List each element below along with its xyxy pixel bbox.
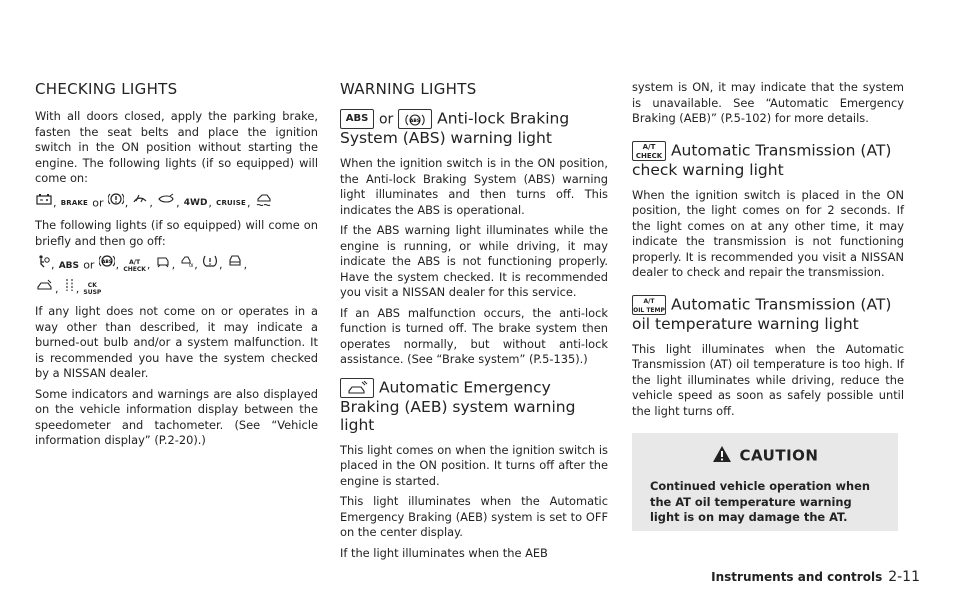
seatbelt-icon bbox=[132, 192, 148, 215]
cruise-indicator: CRUISE bbox=[216, 199, 246, 207]
warning-lights-column bbox=[340, 80, 608, 566]
4wd-indicator: 4WD bbox=[183, 198, 208, 208]
checking-lights-title: CHECKING LIGHTS bbox=[35, 80, 178, 98]
warning-lights-title: WARNING LIGHTS bbox=[340, 80, 477, 98]
at-check-indicator: A/T CHECK bbox=[123, 258, 146, 273]
checking-p1: With all doors closed, apply the parking brake, fasten the seat belts and place the ignition switch in the ON position without starting the engine. The following lights (if so equipped) will come on: bbox=[35, 109, 318, 185]
abs-p3: If an ABS malfunction occurs, the anti-lock function is turned off. The brake system then operates normally, but without anti-lock assistance. (See “Brake system” (P.5-135).) bbox=[340, 305, 608, 366]
aeb-car-icon bbox=[36, 278, 54, 301]
lane-departure-icon bbox=[63, 278, 75, 301]
at-oil-temp-p: This light illuminates when the Automatic Transmission (AT) oil temperature is too high. If the light illuminates while driving, reduce the vehicle speed as soon as safely possible until the light turns off. bbox=[632, 341, 904, 418]
abs-p2: If the ABS warning light illuminates while the engine is running, or while driving, it may indicate the ABS is not functioning properly. Have the system checked. It is recommended you visit a NISSAN dealer for this service. bbox=[340, 223, 608, 299]
abs-heading: ABS or ABS Anti-lock Braking System (ABS) warning light bbox=[340, 109, 570, 147]
vdc-off-icon bbox=[179, 254, 193, 277]
aeb-p2: This light illuminates when the Automatic Emergency Braking (AEB) system is set to OFF on the center display. bbox=[340, 494, 608, 539]
checking-p2: The following lights (if so equipped) will come on briefly and then go off: bbox=[35, 218, 318, 248]
page-number: 2-11 bbox=[888, 569, 920, 585]
caution-box bbox=[632, 433, 898, 531]
at-check-icon: A/T CHECK bbox=[632, 141, 666, 161]
column-3 bbox=[632, 80, 904, 424]
indicator-row-2: , ABS or ABS , A/T CHECK, , O , , , , , CK SUSP bbox=[35, 254, 318, 301]
abs-p1: When the ignition switch is in the ON position, the Anti-lock Braking System (ABS) warning light illuminates and then turns off. This indicates the ABS is operational. bbox=[340, 156, 608, 217]
at-check-p: When the ignition switch is placed in the ON position, the light comes on for 2 seconds. If the light comes on at any other time, it may indicate the transmission is not functioning properly. It is recommended you visit a NISSAN dealer to check and repair the transmission. bbox=[632, 187, 904, 279]
brake-text-indicator: BRAKE bbox=[60, 199, 89, 207]
abs-box-icon: ABS bbox=[340, 109, 374, 129]
page-footer bbox=[711, 569, 920, 585]
engine-check-icon bbox=[155, 254, 171, 277]
at-oil-temp-icon: A/T OIL TEMP bbox=[632, 295, 666, 315]
battery-icon bbox=[36, 192, 52, 214]
svg-text:ABS: ABS bbox=[101, 260, 112, 265]
at-check-heading: A/T CHECK Automatic Transmission (AT) check warning light bbox=[632, 141, 892, 179]
airbag-icon bbox=[36, 254, 50, 277]
footer-section: Instruments and controls bbox=[711, 570, 883, 584]
aeb-warning-icon bbox=[340, 378, 374, 398]
at-oil-temp-heading: A/T OIL TEMP Automatic Transmission (AT) oil temperature warning light bbox=[632, 295, 892, 333]
checking-lights-column bbox=[35, 80, 318, 454]
aeb-p3: If the light illuminates when the AEB bbox=[340, 545, 548, 560]
svg-text:ABS: ABS bbox=[410, 118, 421, 124]
indicator-row-1: , BRAKE or , , , 4WD, CRUISE, bbox=[35, 192, 318, 216]
slip-indicator-icon bbox=[255, 192, 273, 215]
caution-heading: CAUTION bbox=[632, 445, 898, 467]
brake-warning-icon bbox=[108, 192, 124, 215]
checking-p3: If any light does not come on or operates in a way other than described, it may indicate a burned-out bulb and/or a system malfunction. It is recommended you have the system checked by a NISSAN dealer. bbox=[35, 304, 318, 380]
check-suspension-indicator: CK SUSP bbox=[83, 282, 102, 296]
oil-pressure-icon bbox=[157, 192, 175, 214]
abs-indicator: ABS bbox=[58, 260, 79, 271]
abs-circle-icon bbox=[99, 254, 115, 277]
caution-text: Continued vehicle operation when the AT oil temperature warning light is on may damage the AT. bbox=[650, 479, 870, 524]
aeb-p3-continued: system is ON, it may indicate that the system is unavailable. See “Automatic Emergency Braking (AEB)” (P.5-102) for more details. bbox=[632, 80, 904, 125]
svg-text:OFF: O bbox=[189, 263, 193, 268]
master-warning-icon bbox=[227, 254, 243, 277]
aeb-heading: Automatic Emergency Braking (AEB) system warning light bbox=[340, 378, 576, 434]
aeb-p1: This light comes on when the ignition switch is placed in the ON position. It turns off after the engine is started. bbox=[340, 442, 608, 488]
checking-p4: Some indicators and warnings are also displayed on the vehicle information display between the speedometer and tachometer. (See “Vehicle information display” (P.2-20).) bbox=[35, 386, 318, 447]
tire-pressure-icon bbox=[202, 254, 218, 277]
warning-triangle-icon bbox=[712, 445, 732, 467]
abs-circle-box-icon bbox=[398, 109, 432, 129]
